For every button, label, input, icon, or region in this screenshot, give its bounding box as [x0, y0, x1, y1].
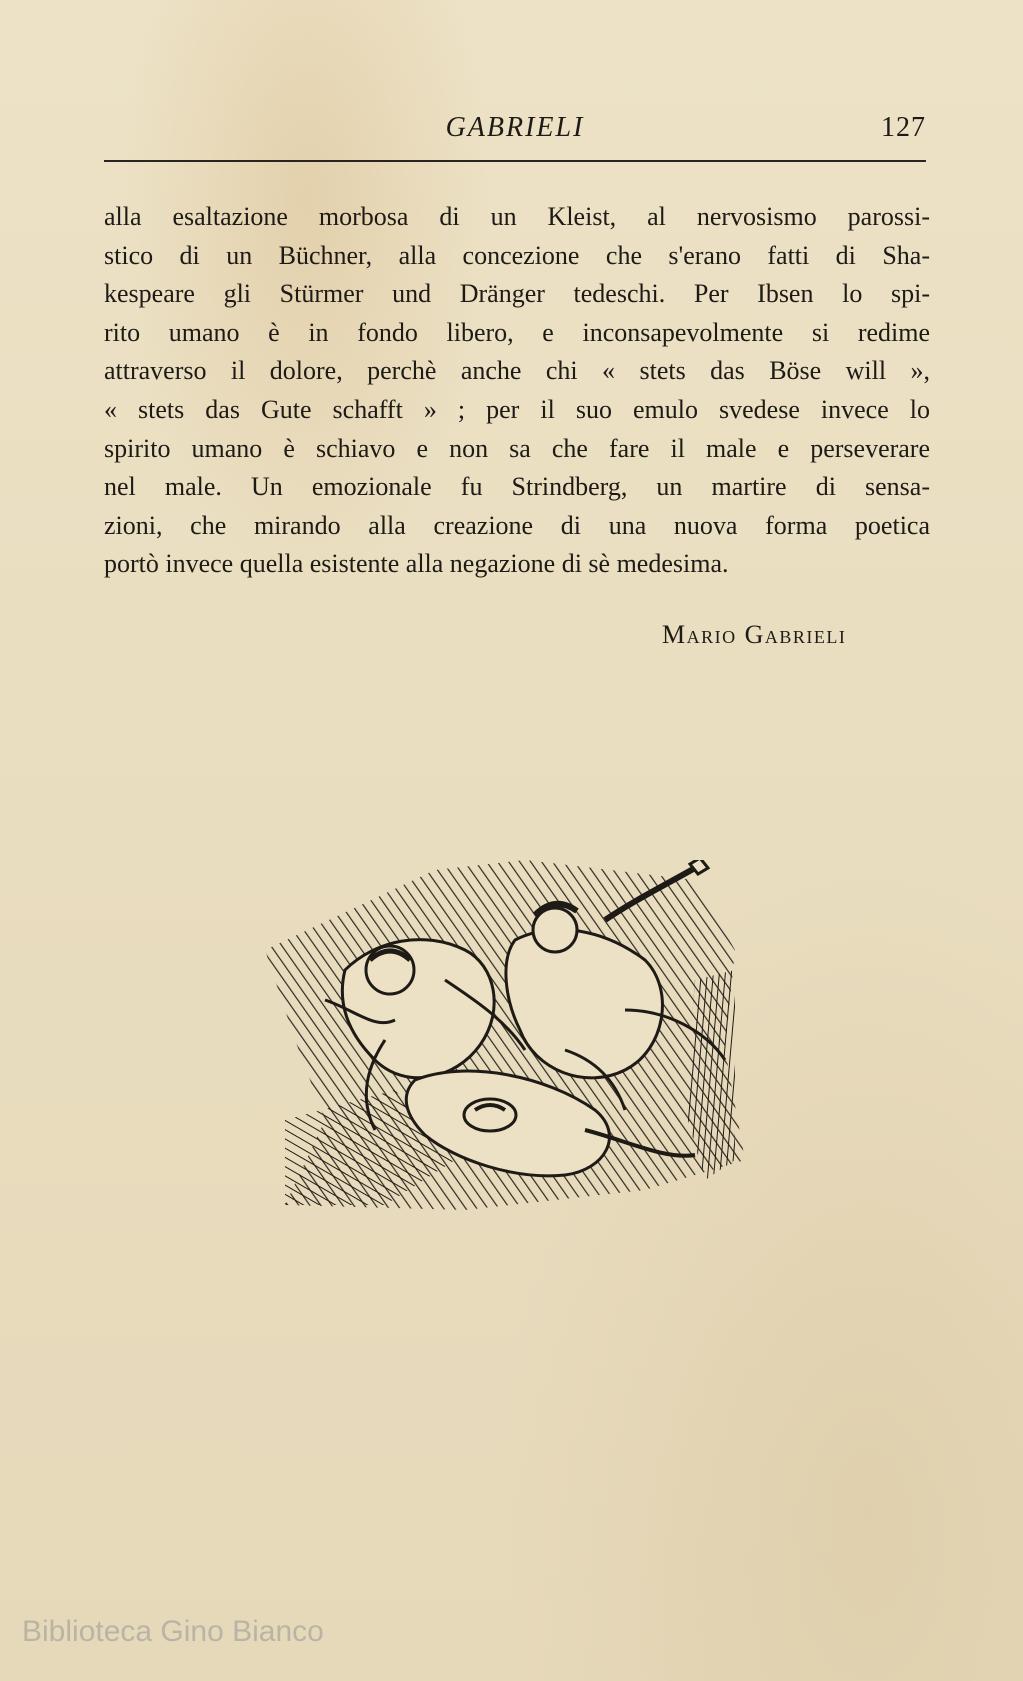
- running-head: [104, 112, 926, 152]
- author-signature: Mario Gabrieli: [662, 620, 847, 649]
- text-line: alla esaltazione morbosa di un Kleist, al nervosismo parossi-: [104, 202, 930, 231]
- page-number: 127: [881, 112, 926, 143]
- text-line: zioni, che mirando alla creazione di una nuova forma poetica: [104, 510, 930, 540]
- text-line: nel male. Un emozionale fu Strindberg, un martire di sensa-: [104, 472, 930, 502]
- text-line: kespeare gli Stürmer und Dränger tedeschi. Per Ibsen lo spi-: [104, 279, 930, 309]
- text-line: rito umano è in fondo libero, e inconsapevolmente si redime: [104, 317, 930, 347]
- header-rule: [104, 160, 926, 162]
- text-line: spirito umano è schiavo e non sa che fare il male e perseverare: [104, 433, 930, 463]
- text-line: « stets das Gute schafft » ; per il suo emulo svedese invece lo: [104, 394, 930, 424]
- text-line: portò invece quella esistente alla negazione di sè medesima.: [104, 549, 729, 579]
- text-line: stico di un Büchner, alla concezione che s'erano fatti di Sha-: [104, 240, 930, 270]
- text-line: attraverso il dolore, perchè anche chi « stets das Böse will »,: [104, 356, 930, 386]
- figures-in-storm-engraving-icon: [265, 860, 785, 1220]
- body-paragraph: [104, 198, 930, 584]
- library-watermark: Biblioteca Gino Bianco: [22, 1615, 324, 1648]
- running-title: GABRIELI: [445, 112, 585, 143]
